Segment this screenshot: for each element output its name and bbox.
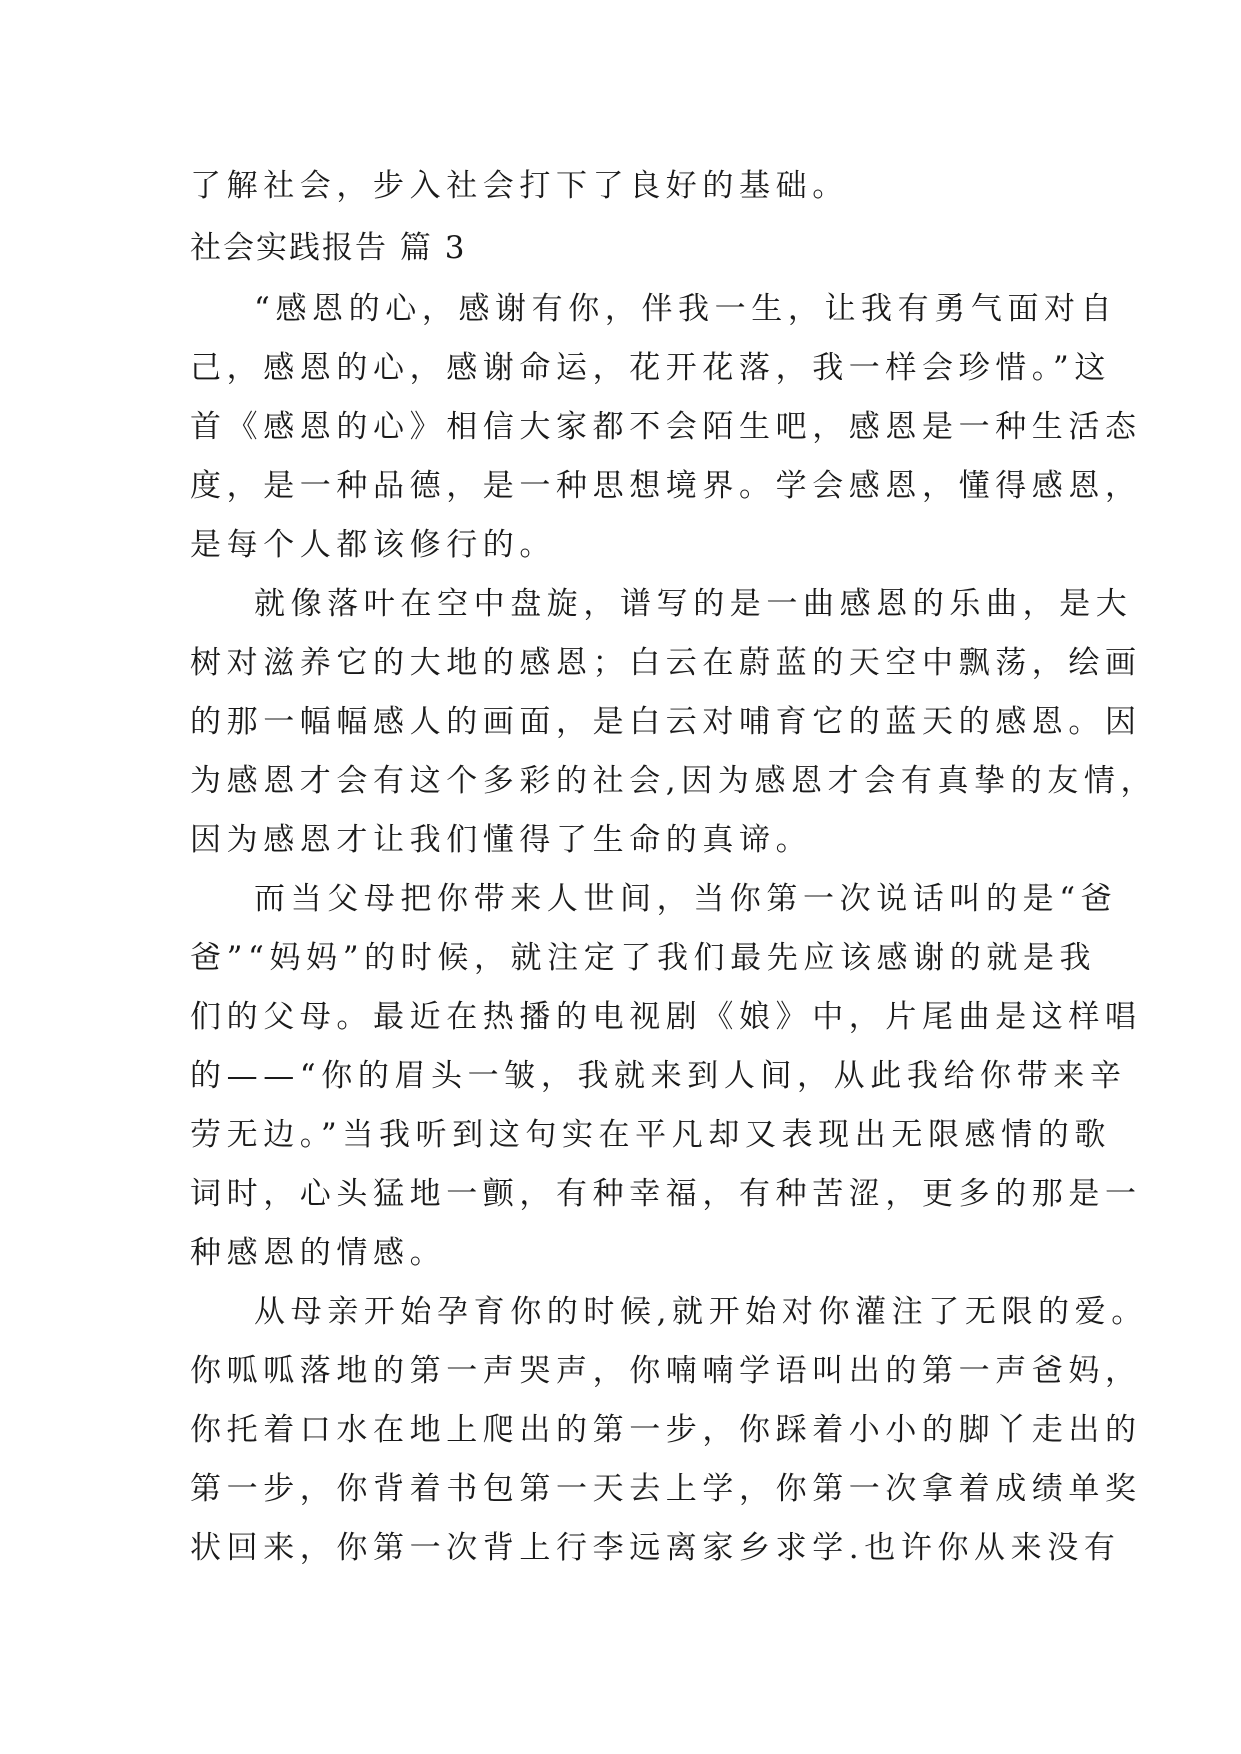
- paragraph-line: 树对滋养它的大地的感恩；白云在蔚蓝的天空中飘荡，绘画: [190, 645, 1142, 681]
- paragraph-line: 状回来，你第一次背上行李远离家乡求学.也许你从来没有: [190, 1530, 1121, 1566]
- paragraph-line: 劳无边。”当我听到这句实在平凡却又表现出无限感情的歌: [190, 1117, 1111, 1153]
- paragraph-line: 们的父母。最近在热播的电视剧《娘》中，片尾曲是这样唱: [190, 999, 1142, 1035]
- section-heading: 社会实践报告 篇 3: [190, 230, 467, 266]
- paragraph-line: 首《感恩的心》相信大家都不会陌生吧，感恩是一种生活态: [190, 409, 1142, 445]
- paragraph-line: 而当父母把你带来人世间，当你第一次说话叫的是“爸: [254, 881, 1118, 917]
- paragraph-line: 第一步，你背着书包第一天去上学，你第一次拿着成绩单奖: [190, 1471, 1142, 1507]
- paragraph-line: 词时，心头猛地一颤，有种幸福，有种苦涩，更多的那是一: [190, 1176, 1142, 1212]
- paragraph-line: 你呱呱落地的第一声哭声，你喃喃学语叫出的第一声爸妈，: [190, 1353, 1142, 1389]
- paragraph-line: 你托着口水在地上爬出的第一步，你踩着小小的脚丫走出的: [190, 1412, 1142, 1448]
- paragraph-line: 的那一幅幅感人的画面，是白云对哺育它的蓝天的感恩。因: [190, 704, 1142, 740]
- paragraph-line: “感恩的心，感谢有你，伴我一生，让我有勇气面对自: [254, 291, 1118, 327]
- document-body: [190, 157, 1158, 1578]
- paragraph-line: 从母亲开始孕育你的时候,就开始对你灌注了无限的爱。: [254, 1294, 1148, 1330]
- paragraph-line: 度，是一种品德，是一种思想境界。学会感恩，懂得感恩，: [190, 468, 1142, 504]
- paragraph-line: 为感恩才会有这个多彩的社会,因为感恩才会有真挚的友情，: [190, 763, 1158, 799]
- paragraph-line: 种感恩的情感。: [190, 1235, 447, 1271]
- paragraph-line: 是每个人都该修行的。: [190, 527, 556, 563]
- paragraph-line: 了解社会，步入社会打下了良好的基础。: [190, 168, 849, 204]
- paragraph-line: 因为感恩才让我们懂得了生命的真谛。: [190, 822, 813, 858]
- paragraph-line: 的——“你的眉头一皱，我就来到人间，从此我给你带来辛: [190, 1058, 1127, 1094]
- paragraph-line: 就像落叶在空中盘旋，谱写的是一曲感恩的乐曲，是大: [254, 586, 1133, 622]
- paragraph-line: 爸”“妈妈”的时候，就注定了我们最先应该感谢的就是我: [190, 940, 1097, 976]
- paragraph-line: 己，感恩的心，感谢命运，花开花落，我一样会珍惜。”这: [190, 350, 1111, 386]
